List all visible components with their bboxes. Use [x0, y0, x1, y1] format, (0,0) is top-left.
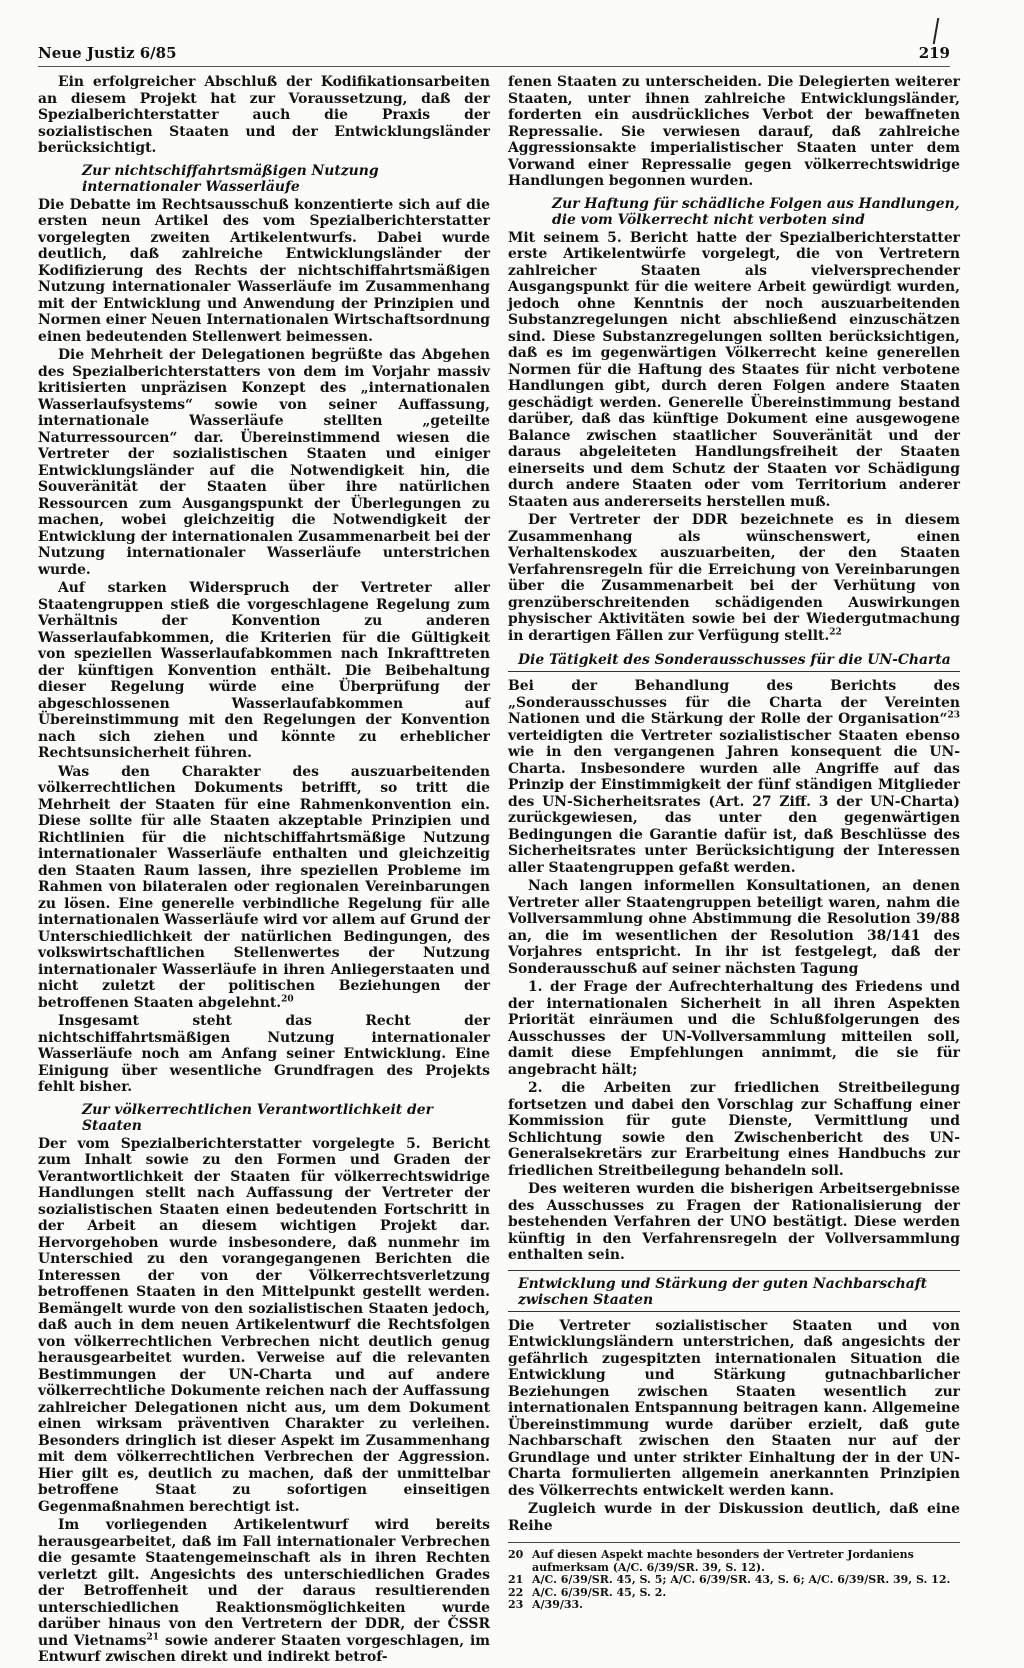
paragraph: Nach langen informellen Konsultationen, an denen Vertreter aller Staatengruppen beteiligt waren, nahm die Vollversammlung ohne Abstimmung die Resolution 39/88 an, die im wesentlichen der Resolution 38/141 des Vorjahres entspricht. In ihr ist festgelegt, daß der Sonderausschuß auf seiner nächsten Tagung — [508, 878, 960, 977]
footnotes — [508, 1542, 960, 1612]
paragraph: fenen Staaten zu unterscheiden. Die Delegierten weiterer Staaten, unter ihnen zahlreiche Entwicklungsländer, forderten ein ausdrückliches Verbot der bewaffneten Repressalie. Sie verwiesen darauf, daß zahlreiche Aggressionsakte imperialistischer Staaten unter dem Vorwand einer Repressalie gegen völkerrechtswidrige Handlungen begonnen wurden. — [508, 74, 960, 189]
section-heading: Zur völkerrechtlichen Verantwortlichkeit der Staaten — [82, 1101, 433, 1134]
paragraph: Der vom Spezialberichterstatter vorgelegte 5. Bericht zum Inhalt sowie zu den Formen und Graden der Verantwortlichkeit der Staaten für völkerrechtswidrige Handlungen stellt nach Auffassung der Vertreter der sozialistischen Staaten einen bedeutenden Fortschritt in der Arbeit an diesem wichtigen Projekt dar. Hervorgehoben wurde insbesondere, daß nunmehr im Unterschied zu den vorangegangenen Berichten die Interessen der von der Völkerrechtsverletzung betroffenen Staaten in den Mittelpunkt gestellt werden. Bemängelt wurde von den sozialistischen Staaten jedoch, daß auch in dem neuen Artikelentwurf die Rechtsfolgen von völkerrechtlichen Verbrechen nicht deutlich genug herausgearbeitet wurden. Verweise auf die relevanten Bestimmungen der UN-Charta und auf andere völkerrechtliche Dokumente reichen nach der Auffassung zahlreicher Delegationen nicht aus, um dem Dokument einen wirksam präventiven Charakter zu verleihen. Besonders dringlich ist dieser Aspekt im Zusammenhang mit dem völkerrechtlichen Verbrechen der Aggression. Hier gilt es, deutlich zu machen, daß der unmittelbar betroffene Staat zu sofortigen einseitigen Gegenmaßnahmen berechtigt ist. — [38, 1135, 490, 1515]
paragraph — [508, 678, 960, 876]
paragraph: Des weiteren wurden die bisherigen Arbeitsergebnisse des Ausschusses zu Fragen der Rationalisierung der bestehenden Verfahren der UNO bestätigt. Diese werden künftig in den Verfahrensregeln der Vollversammlung enthalten sein. — [508, 1181, 960, 1263]
left-column — [38, 74, 490, 1668]
list-item: 1. der Frage der Aufrechterhaltung des Friedens und der internationalen Sicherheit in all ihren Aspekten Priorität einräumen und die Schlußfolgerungen des Ausschusses der UN-Vollversammlung mitteilen soll, damit diese Empfehlungen annimmt, die sie für angebracht hält; — [508, 979, 960, 1078]
section-heading: Entwicklung und Stärkung der guten Nachbarschaft zwischen Staaten — [508, 1270, 960, 1312]
footnote-text: A/C. 6/39/SR. 45, S. 5; A/C. 6/39/SR. 43, S. 6; A/C. 6/39/SR. 39, S. 12. — [532, 1573, 951, 1586]
paragraph: Insgesamt steht das Recht der nichtschiffahrtsmäßigen Nutzung internationaler Wasserläufe noch am Anfang seiner Entwicklung. Eine Einigung über wesentliche Grundfragen des Projekts fehlt bisher. — [38, 1013, 490, 1095]
footnote — [508, 1587, 960, 1600]
footnote-text: A/C. 6/39/SR. 45, S. 2. — [532, 1585, 667, 1599]
section-heading: Zur nichtschiffahrtsmäßigen Nutzung internationaler Wasserläufe — [82, 162, 379, 195]
running-header — [38, 44, 950, 62]
paragraph-text: sowie anderer Staaten vorgeschlagen, im Entwurf zwischen direkt und indirekt betrof- — [38, 1632, 490, 1665]
paragraph: Die Debatte im Rechtsausschuß konzentierte sich auf die ersten neun Artikel des vom Spezialberichterstatter vorgelegten zweiten Artikelentwurfs. Dabei wurde deutlich, daß zahlreiche Entwicklungsländer der Kodifizierung des Rechts der nichtschiffahrtsmäßigen Nutzung internationaler Wasserläufe im Zusammenhang mit der Entwicklung und Anwendung der Prinzipien und Normen einer Neuen Internationalen Wirtschaftsordnung einen bedeutenden Stellenwert beimessen. — [38, 196, 491, 345]
margin-mark — [933, 18, 954, 44]
footnote — [508, 1599, 960, 1612]
paragraph — [508, 512, 960, 644]
paragraph-text: Im vorliegenden Artikelentwurf wird bereits herausgearbeitet, daß im Fall internationaler Verbrechen die gesamte Staatengemeinschaft als in ihren Rechten verletzt gilt. Angesichts des unterschiedlichen Grades der Betroffenheit und der daraus resultierenden unterschiedlichen Reaktionsmöglichkeiten wurde darüber hinaus von den Vertretern der DDR, der ČSSR und Vietnams — [38, 1517, 490, 1649]
paragraph: Mit seinem 5. Bericht hatte der Spezialberichterstatter erste Artikelentwürfe vorgelegt, die von Vertretern zahlreicher Staaten als vielversprechender Ausgangspunkt für die weitere Arbeit gewürdigt wurden, jedoch ohne Kenntnis der noch auszuarbeitenden Substanzregelungen nicht abschließend einzuschätzen sind. Diese Substanzregelungen sollten berücksichtigen, daß es im gegenwärtigen Völkerrecht keine generellen Normen für die Haftung des Staates für nicht verbotene Handlungen gibt, durch deren Folgen andere Staaten geschädigt werden. Generelle Übereinstimmung bestand darüber, daß das künftige Dokument eine ausgewogene Balance zwischen staatlicher Souveränität und der daraus abgeleiteten Handlungsfreiheit der Staaten einerseits und dem Schutz der Staaten vor Schädigung durch andere Staaten oder vom Territorium anderer Staaten aus andererseits herstellen muß. — [508, 229, 960, 510]
footnote-text: Auf diesen Aspekt machte besonders der Vertreter Jordaniens aufmerksam (A/C. 6/39/SR. 39, S. 12). — [532, 1548, 914, 1574]
paragraph: Die Mehrheit der Delegationen begrüßte das Abgehen des Spezialberichterstatters von dem im Vorjahr massiv kritisierten unpräzisen Konzept des „internationalen Wasserlaufsystems“ sowie von seiner Auffassung, internationale Wasserläufe stellten „geteilte Naturressourcen“ dar. Übereinstimmend wiesen die Vertreter der sozialistischen Staaten und einiger Entwicklungsländer auf die Notwendigkeit hin, die Souveränität der Staaten über ihre natürlichen Ressourcen zum Ausgangspunkt der Überlegungen zu machen, wobei gleichzeitig die Notwendigkeit der Entwicklung der internationalen Zusammenarbeit bei der Nutzung internationaler Wasserläufe unterstrichen wurde. — [38, 347, 490, 578]
footnote-number: 21 — [508, 1573, 524, 1586]
paragraph: Die Vertreter sozialistischer Staaten und von Entwicklungsländern unterstrichen, daß angesichts der gefährlich zugespitzten internationalen Situation die Entwicklung und Stärkung gutnachbarlicher Beziehungen zwischen Staaten wesentlich zur internationalen Entspannung beitragen kann. Allgemeine Übereinstimmung wurde darüber erzielt, daß gute Nachbarschaft zwischen den Staaten nur auf der Grundlage und unter strikter Einhaltung der in der UN-Charta formulierten allgemein anerkannten Prinzipien des Völkerrechts entwickelt werden kann. — [508, 1317, 960, 1499]
paragraph-text: Der Vertreter der DDR bezeichnete es in diesem Zusammenhang als wünschenswert, einen Verhaltenskodex auszuarbeiten, der den Staaten Verfahrensregeln für die Erreichung von Vereinbarungen über die Zusammenarbeit bei der Verhütung von grenzüberschreitenden schädigenden Auswirkungen physischer Aktivitäten sowie bei der Wiedergutmachung in derartigen Fällen zur Verfügung stellt. — [508, 512, 960, 644]
list-item: 2. die Arbeiten zur friedlichen Streitbeilegung fortsetzen und dabei den Vorschlag zur Schaffung einer Kommission für gute Dienste, Vermittlung und Schlichtung sowie den Zwischenbericht des UN-Generalsekretärs zur Erarbeitung eines Handbuchs zur friedlichen Streitbeilegung behandeln soll. — [508, 1080, 960, 1179]
paragraph: Zugleich wurde in der Diskussion deutlich, daß eine Reihe — [508, 1501, 960, 1534]
footnote-ref: 22 — [829, 626, 842, 637]
right-column — [508, 74, 960, 1612]
header-rule — [38, 66, 950, 67]
footnote-ref: 20 — [281, 993, 294, 1004]
footnote-number: 20 — [508, 1548, 524, 1561]
footnote-ref: 21 — [146, 1631, 160, 1642]
paragraph — [38, 1517, 490, 1666]
paragraph-text: Was den Charakter des auszuarbeitenden völkerrechtlichen Dokuments betrifft, so tritt die Mehrheit der Staaten für eine Rahmenkonvention ein. Diese sollte für alle Staaten akzeptable Prinzipien und Richtlinien für die nichtschiffahrtsmäßige Nutzung internationaler Wasserläufe enthalten und gleichzeitig den Staaten Raum lassen, ihre speziellen Probleme im Rahmen von bilateralen oder regionalen Vereinbarungen zu lösen. Eine generelle verbindliche Regelung für alle internationalen Wasserläufe wird vor allem auf Grund der Unterschiedlichkeit der natürlichen Bedingungen, des volkswirtschaftlichen Stellenwertes der Nutzung internationaler Wasserläufe in ihren Anliegerstaaten und nicht zuletzt der politischen Beziehungen der betroffenen Staaten abgelehnt. — [38, 763, 490, 1011]
paragraph-text: verteidigten die Vertreter sozialistischer Staaten ebenso wie in den vergangenen Jahren konsequent die UN-Charta. Insbesondere wurden alle Angriffe auf das Prinzip der Einstimmigkeit der fünf ständigen Mitglieder des UN-Sicherheitsrates (Art. 27 Ziff. 3 der UN-Charta) zurückgewiesen, das unter den gegenwärtigen Bedingungen die Garantie dafür ist, daß Beschlüsse des Sicherheitsrates unter Berücksichtigung der Interessen aller Staatengruppen gefaßt werden. — [508, 727, 960, 876]
paragraph: Auf starken Widerspruch der Vertreter aller Staatengruppen stieß die vorgeschlagene Regelung zum Verhältnis der Konvention zu anderen Wasserlaufabkommen, die Kriterien für die Gültigkeit von speziellen Wasserlaufabkommen nach Inkrafttreten der künftigen Konvention enthält. Die Beibehaltung dieser Regelung würde eine Überprüfung der abgeschlossenen Wasserlaufabkommen auf Übereinstimmung mit den Regelungen der Konvention nach sich ziehen und könnte zu erheblicher Rechtsunsicherheit führen. — [38, 580, 490, 761]
section-heading: Zur Haftung für schädliche Folgen aus Handlungen, die vom Völkerrecht nicht verboten sind — [552, 195, 960, 228]
paragraph: Ein erfolgreicher Abschluß der Kodifikationsarbeiten an diesem Projekt hat zur Voraussetzung, daß der Spezialberichterstatter auch die Praxis der sozialistischen Staaten und der Entwicklungsländer berücksichtigt. — [38, 74, 490, 156]
journal-title: Neue Justiz 6/85 — [38, 44, 177, 62]
paragraph-text: Bei der Behandlung des Berichts des „Sonderausschusses für die Charta der Vereinten Nationen und die Stärkung der Rolle der Organisation“ — [508, 678, 960, 727]
footnote-ref: 23 — [947, 710, 960, 721]
section-heading: Die Tätigkeit des Sonderausschusses für die UN-Charta — [508, 650, 960, 672]
footnote-number: 23 — [508, 1598, 524, 1611]
footnote-number: 22 — [508, 1585, 524, 1599]
page-number: 219 — [918, 44, 950, 62]
paragraph — [38, 764, 490, 1012]
footnote-text: A/39/33. — [532, 1598, 584, 1611]
footnote — [508, 1549, 960, 1574]
footnote — [508, 1574, 960, 1587]
